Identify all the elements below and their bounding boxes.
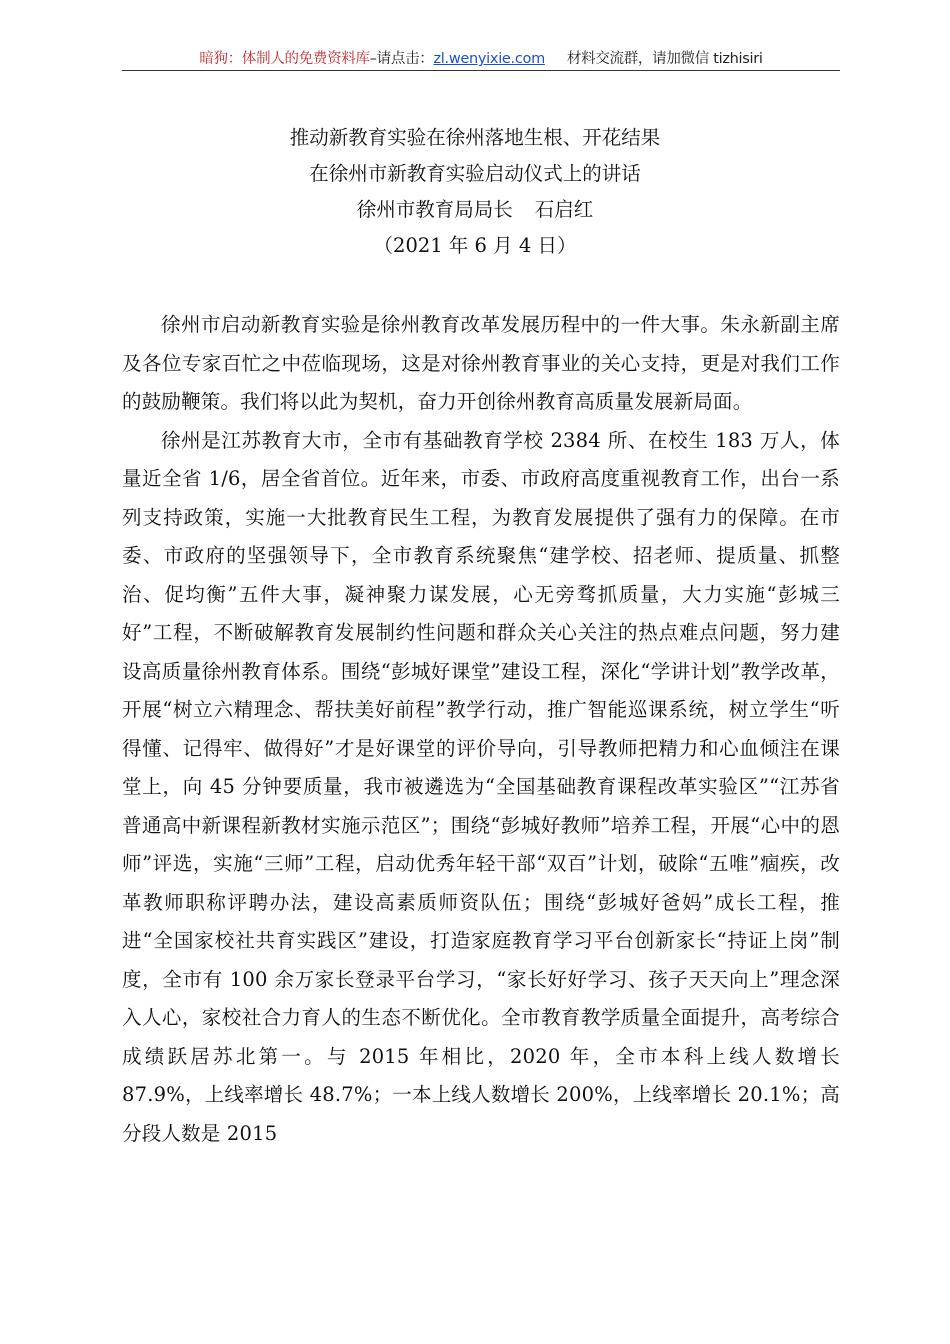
- body-paragraph: 徐州市启动新教育实验是徐州教育改革发展历程中的一件大事。朱永新副主席及各位专家百忙之中莅临现场，这是对徐州教育事业的关心支持，更是对我们工作的鼓励鞭策。我们将以此为契机，奋力开创徐州教育高质量发展新局面。: [122, 313, 840, 413]
- header-contact: 材料交流群，请加微信 tizhisiri: [566, 51, 763, 67]
- header-divider: [122, 70, 840, 71]
- header-prompt: –请点击：: [369, 51, 434, 67]
- document-subtitle: 在徐州市新教育实验启动仪式上的讲话: [309, 162, 641, 185]
- header-brand-link[interactable]: 暗狗：体制人的免费资料库: [199, 51, 370, 67]
- document-body: [122, 306, 840, 1153]
- author-position: 徐州市教育局局长: [356, 198, 513, 221]
- document-date: （2021 年 6 月 4 日）: [373, 234, 577, 257]
- document-title: 推动新教育实验在徐州落地生根、开花结果: [289, 126, 661, 149]
- title-block: [100, 120, 850, 264]
- author-name: 石启红: [534, 198, 594, 221]
- author-line: [100, 192, 850, 228]
- header-url-link[interactable]: zl.wenyixie.com: [433, 51, 545, 67]
- page-header: [122, 48, 840, 70]
- body-paragraph: 徐州是江苏教育大市，全市有基础教育学校 2384 所、在校生 183 万人，体量近全省 1/6，居全省首位。近年来，市委、市政府高度重视教育工作，出台一系列支持政策，实施一大批教育民生工程，为教育发展提供了强有力的保障。在市委、市政府的坚强领导下，全市教育系统聚焦“建学校、招老师、提质量、抓整治、促均衡”五件大事，凝神聚力谋发展，心无旁骛抓质量，大力实施“彭城三好”工程，不断破解教育发展制约性问题和群众关心关注的热点难点问题，努力建设高质量徐州教育体系。围绕“彭城好课堂”建设工程，深化“学讲计划”教学改革，开展“树立六精理念、帮扶美好前程”教学行动，推广智能巡课系统，树立学生“听得懂、记得牢、做得好”才是好课堂的评价导向，引导教师把精力和心血倾注在课堂上，向 45 分钟要质量，我市被遴选为“全国基础教育课程改革实验区”“江苏省普通高中新课程新教材实施示范区”；围绕“彭城好教师”培养工程，开展“心中的恩师”评选，实施“三师”工程，启动优秀年轻干部“双百”计划，破除“五唯”痼疾，改革教师职称评聘办法，建设高素质师资队伍；围绕“彭城好爸妈”成长工程，推进“全国家校社共育实践区”建设，打造家庭教育学习平台创新家长“持证上岗”制度，全市有 100 余万家长登录平台学习，“家长好好学习、孩子天天向上”理念深入人心，家校社合力育人的生态不断优化。全市教育教学质量全面提升，高考综合成绩跃居苏北第一。与 2015 年相比，2020 年，全市本科上线人数增长 87.9%，上线率增长 48.7%；一本上线人数增长 200%，上线率增长 20.1%；高分段人数是 2015: [122, 428, 840, 1145]
